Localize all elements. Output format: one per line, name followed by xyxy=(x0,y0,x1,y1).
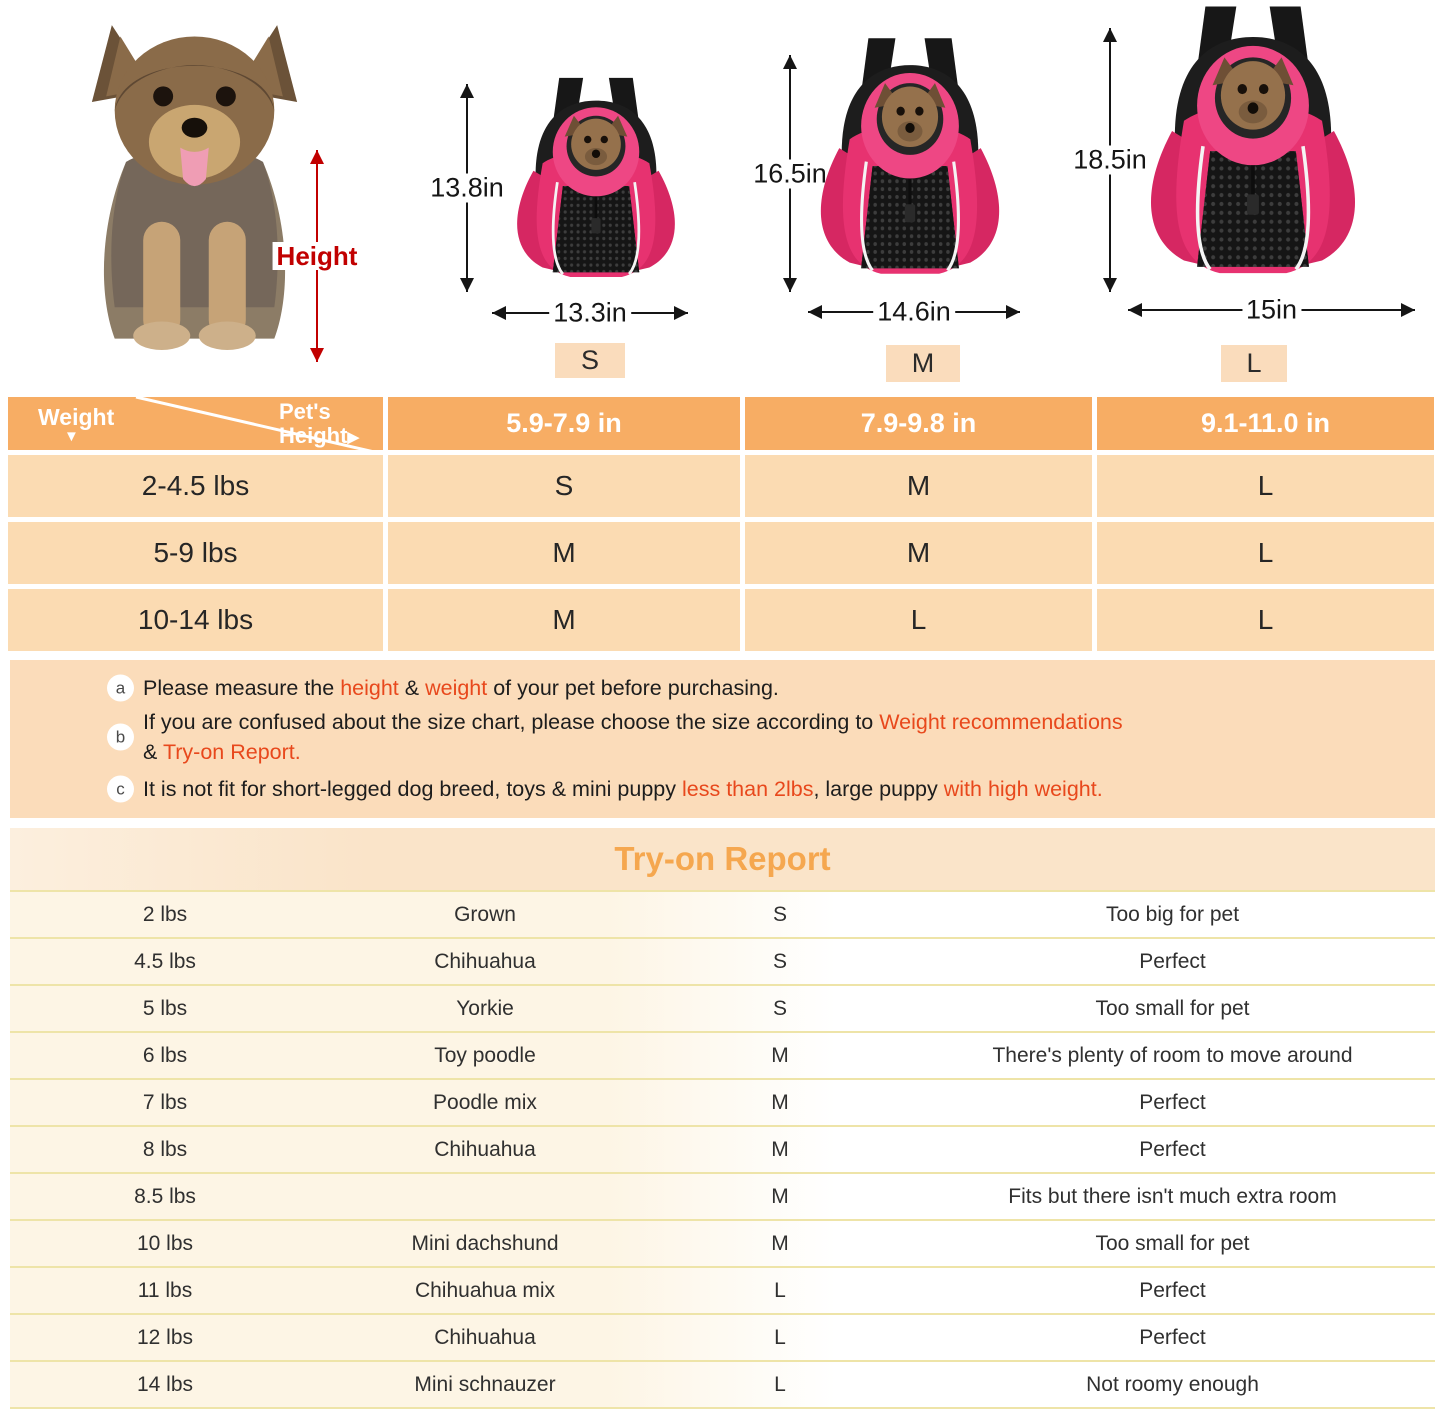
tryon-comment-cell: There's plenty of room to move around xyxy=(992,1043,1353,1067)
pet-height-axis-label xyxy=(279,400,359,450)
tryon-header xyxy=(10,828,1435,890)
tryon-row xyxy=(10,1125,1435,1172)
tryon-weight-cell: 2 lbs xyxy=(142,902,188,926)
note-text: of your pet before purchasing. xyxy=(487,676,779,700)
size-s-width-dimension xyxy=(492,298,688,328)
tryon-weight-cell: 5 lbs xyxy=(142,996,188,1020)
tryon-size-cell: S xyxy=(772,949,787,973)
tryon-weight-cell: 12 lbs xyxy=(136,1325,194,1349)
weight-row-label: 2-4.5 lbs xyxy=(8,455,383,517)
size-l-width-dimension xyxy=(1128,295,1415,325)
tryon-comment-cell: Perfect xyxy=(1139,1278,1206,1302)
size-cell: L xyxy=(745,589,1092,651)
tryon-row xyxy=(10,984,1435,1031)
size-table xyxy=(8,397,1437,651)
tryon-comment-cell: Not roomy enough xyxy=(1086,1372,1259,1396)
tryon-size-cell: L xyxy=(774,1278,786,1302)
size-m-width-dimension xyxy=(808,297,1020,327)
note-text-highlight: weight xyxy=(425,676,488,700)
size-chip-m: M xyxy=(886,345,960,382)
triangle-right-icon: ▶ xyxy=(347,429,359,446)
size-cell: L xyxy=(1097,522,1434,584)
hero-section xyxy=(0,0,1445,393)
size-s-width-value: 13.3in xyxy=(549,299,631,328)
tryon-weight-cell: 14 lbs xyxy=(136,1372,194,1396)
tryon-title: Try-on Report xyxy=(614,840,831,877)
tryon-size-cell: M xyxy=(771,1043,789,1067)
tryon-size-cell: M xyxy=(771,1137,789,1161)
tryon-row xyxy=(10,1219,1435,1266)
tryon-row xyxy=(10,1266,1435,1313)
col-header-1: 5.9-7.9 in xyxy=(388,397,740,450)
size-chip-l: L xyxy=(1221,345,1287,382)
tryon-comment-cell: Perfect xyxy=(1139,1090,1206,1114)
note-text-highlight: Try-on Report. xyxy=(162,740,301,764)
notes-panel xyxy=(10,660,1435,818)
size-m-width-value: 14.6in xyxy=(873,298,955,327)
tryon-breed-cell: Mini dachshund xyxy=(411,1231,559,1255)
size-cell: L xyxy=(1097,589,1434,651)
size-l-height-value: 18.5in xyxy=(1069,146,1151,175)
size-m-height-dimension xyxy=(753,55,827,292)
backpack-photo-l xyxy=(1134,4,1372,296)
tryon-size-cell: S xyxy=(772,996,787,1020)
tryon-row xyxy=(10,1078,1435,1125)
tryon-breed-cell: Chihuahua xyxy=(434,1137,536,1161)
tryon-comment-cell: Fits but there isn't much extra room xyxy=(1008,1184,1337,1208)
tryon-size-cell: M xyxy=(771,1184,789,1208)
note-c xyxy=(116,774,1417,804)
note-text: If you are confused about the size chart, please choose the size according to xyxy=(143,710,880,734)
size-l-height-dimension xyxy=(1073,28,1147,292)
tryon-comment-cell: Perfect xyxy=(1139,1325,1206,1349)
note-text-highlight: Weight recommendations xyxy=(879,710,1123,734)
tryon-weight-cell: 6 lbs xyxy=(142,1043,188,1067)
tryon-row xyxy=(10,1360,1435,1407)
note-text-highlight: with high weight. xyxy=(943,777,1103,801)
note-text: It is not fit for short-legged dog breed, toys & mini puppy xyxy=(143,777,682,801)
tryon-weight-cell: 4.5 lbs xyxy=(134,949,196,973)
tryon-weight-cell: 8.5 lbs xyxy=(134,1184,196,1208)
note-a-badge: a xyxy=(107,675,134,702)
tryon-row xyxy=(10,1313,1435,1360)
tryon-row xyxy=(10,1031,1435,1078)
size-cell: S xyxy=(388,455,740,517)
tryon-breed-cell: Mini schnauzer xyxy=(414,1372,556,1396)
tryon-size-cell: L xyxy=(774,1325,786,1349)
tryon-size-cell: S xyxy=(772,902,787,926)
tryon-weight-cell: 8 lbs xyxy=(142,1137,188,1161)
tryon-comment-cell: Perfect xyxy=(1139,949,1206,973)
note-b xyxy=(115,707,1417,767)
size-cell: M xyxy=(745,522,1092,584)
backpack-photo-s xyxy=(504,76,688,294)
tryon-comment-cell: Too small for pet xyxy=(1095,996,1250,1020)
size-chip-s: S xyxy=(555,343,625,378)
tryon-row xyxy=(10,1172,1435,1219)
tryon-weight-cell: 10 lbs xyxy=(136,1231,194,1255)
tryon-breed-cell: Yorkie xyxy=(456,996,514,1020)
size-table-corner-cell xyxy=(8,397,383,450)
pet-height-line2: Height xyxy=(279,423,348,448)
tryon-size-cell: L xyxy=(774,1372,786,1396)
note-text-highlight: height xyxy=(340,676,399,700)
note-text: & xyxy=(143,740,163,764)
size-cell: M xyxy=(388,589,740,651)
col-header-3: 9.1-11.0 in xyxy=(1097,397,1434,450)
tryon-weight-cell: 7 lbs xyxy=(142,1090,188,1114)
col-header-2: 7.9-9.8 in xyxy=(745,397,1092,450)
tryon-row xyxy=(10,890,1435,937)
tryon-breed-cell: Chihuahua mix xyxy=(414,1278,556,1302)
size-m-height-value: 16.5in xyxy=(749,159,831,188)
tryon-size-cell: M xyxy=(771,1231,789,1255)
note-text: & xyxy=(398,676,426,700)
yorkie-photo xyxy=(52,6,337,352)
note-text: Please measure the xyxy=(143,676,341,700)
weight-axis-label: Weight xyxy=(38,404,115,430)
backpack-photo-m xyxy=(806,36,1014,294)
dog-height-label: Height xyxy=(273,242,362,270)
tryon-breed-cell: Chihuahua xyxy=(434,1325,536,1349)
size-s-height-value: 13.8in xyxy=(426,174,508,203)
tryon-weight-cell: 11 lbs xyxy=(137,1278,193,1302)
note-b-badge: b xyxy=(107,724,134,751)
size-cell: M xyxy=(388,522,740,584)
weight-row-label: 5-9 lbs xyxy=(8,522,383,584)
note-text: , large puppy xyxy=(813,777,944,801)
size-s-height-dimension xyxy=(430,84,504,292)
tryon-size-cell: M xyxy=(771,1090,789,1114)
tryon-rows xyxy=(10,890,1435,1409)
size-cell: L xyxy=(1097,455,1434,517)
tryon-comment-cell: Too small for pet xyxy=(1095,1231,1250,1255)
tryon-breed-cell: Toy poodle xyxy=(434,1043,536,1067)
tryon-comment-cell: Perfect xyxy=(1139,1137,1206,1161)
note-text-highlight: less than 2lbs xyxy=(681,777,814,801)
note-a xyxy=(115,673,1417,703)
size-cell: M xyxy=(745,455,1092,517)
weight-row-label: 10-14 lbs xyxy=(8,589,383,651)
note-c-badge: c xyxy=(107,776,134,803)
tryon-comment-cell: Too big for pet xyxy=(1105,902,1240,926)
tryon-breed-cell: Chihuahua xyxy=(434,949,536,973)
tryon-row xyxy=(10,937,1435,984)
triangle-down-icon: ▼ xyxy=(64,428,79,445)
size-l-width-value: 15in xyxy=(1242,296,1301,325)
pet-height-line1: Pet's xyxy=(279,399,331,424)
tryon-breed-cell: Grown xyxy=(454,902,516,926)
dog-height-dimension xyxy=(276,150,358,362)
tryon-report xyxy=(10,828,1435,1409)
tryon-breed-cell: Poodle mix xyxy=(433,1090,537,1114)
